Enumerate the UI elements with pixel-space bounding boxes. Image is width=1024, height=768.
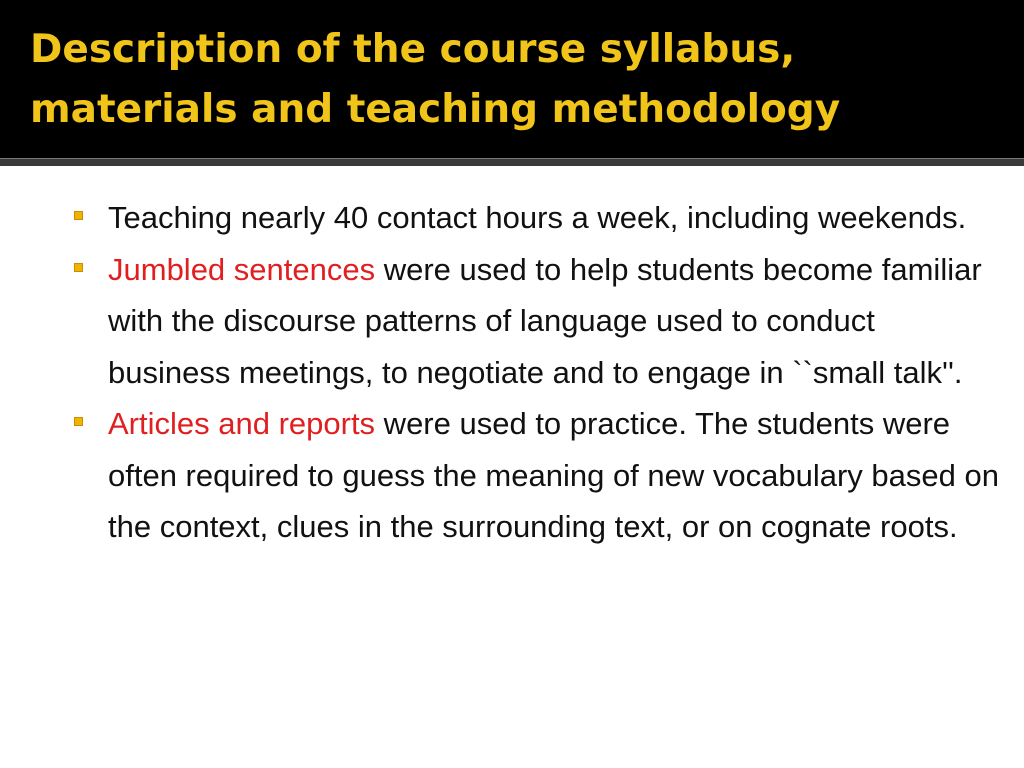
bullet-list xyxy=(72,192,1002,553)
title-band xyxy=(0,0,1024,158)
bullet-item xyxy=(72,398,1002,553)
square-bullet-icon xyxy=(74,211,83,220)
square-bullet-icon xyxy=(74,263,83,272)
bullet-text: were used to practice. The students were often required to guess the meaning of new vocabulary based on the context, clues in the surrounding text, or on cognate roots. xyxy=(108,406,999,544)
bullet-highlight: Articles and reports xyxy=(108,406,376,441)
bullet-text: Teaching nearly 40 contact hours a week, including weekends. xyxy=(108,200,967,235)
bullet-highlight: Jumbled sentences xyxy=(108,251,376,287)
slide-title: Description of the course syllabus, materials and teaching methodology xyxy=(30,27,841,132)
bullet-item xyxy=(72,244,1002,399)
bullet-text: were used to help students become familiar with the discourse patterns of language used to conduct business meetings, to negotiate and to engage in ``small talk''. xyxy=(108,251,982,390)
bullet-item xyxy=(72,192,1002,244)
square-bullet-icon xyxy=(74,417,83,426)
content-area xyxy=(0,166,1024,768)
